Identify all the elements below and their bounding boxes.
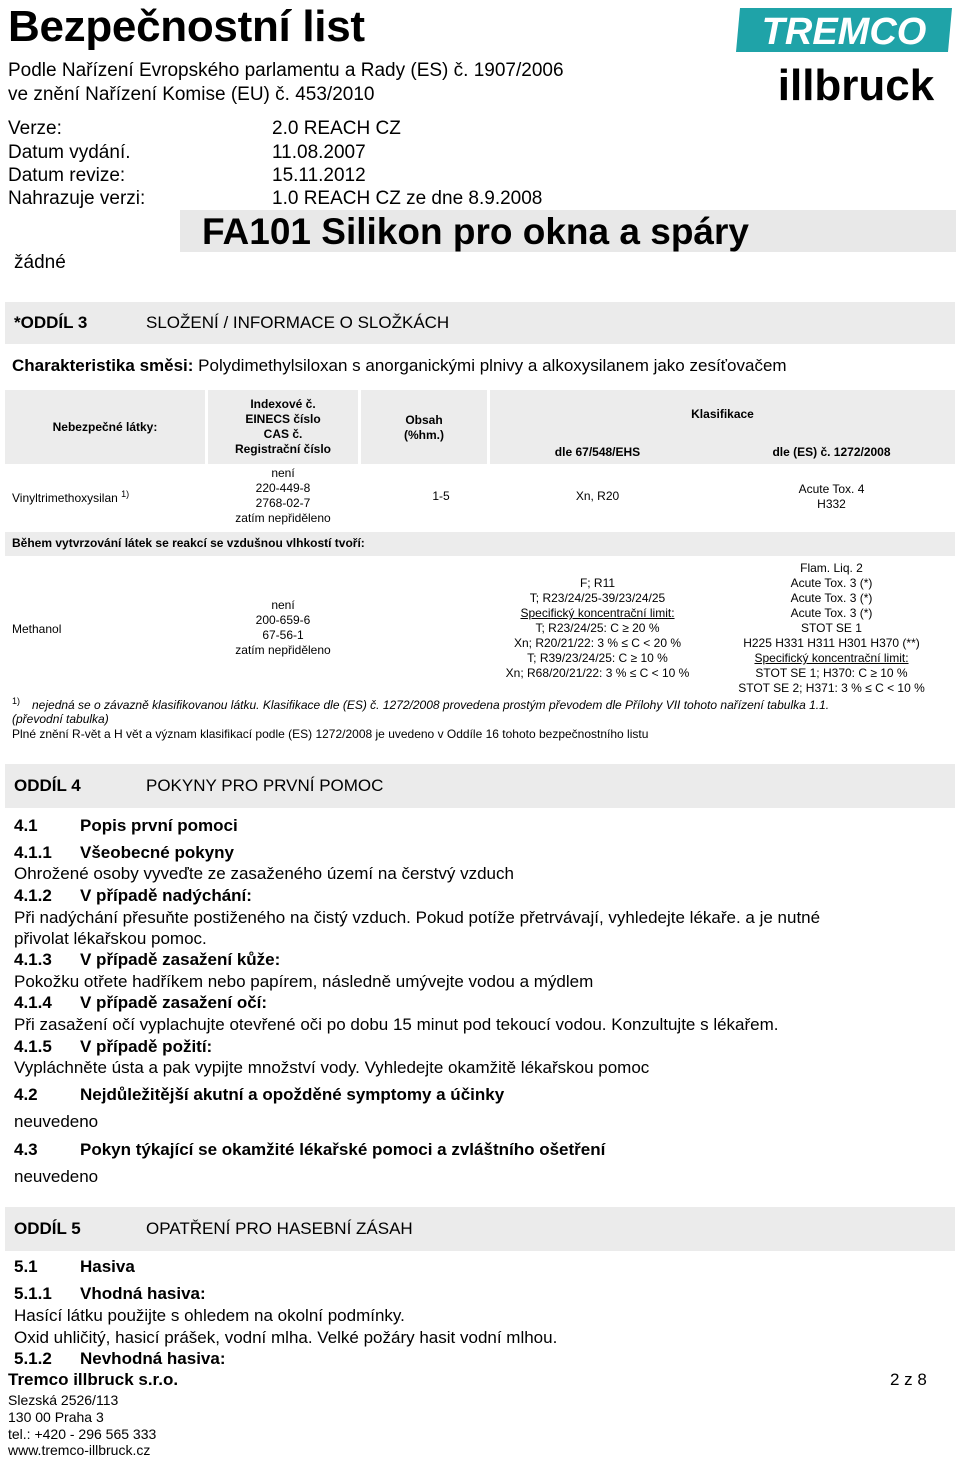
s51-title: Hasiva	[80, 1257, 135, 1276]
s413-title: V případě zasažení kůže:	[80, 950, 281, 969]
methanol-class-clp: Flam. Liq. 2 Acute Tox. 3 (*) Acute Tox. 3 (*) Acute Tox. 3 (*) STOT SE 1 H225 H331 H311 H301 H370 (**) Specifický koncentrační limit: STOT SE 1; H370: C ≥ 10 % STOT SE 2; H371: 3 % ≤ C < 10 %	[738, 561, 925, 695]
section-5-number: ODDÍL 5	[14, 1219, 81, 1238]
mixture-characteristics	[12, 356, 787, 376]
s42-num: 4.2	[14, 1085, 38, 1104]
s43-title: Pokyn týkající se okamžité lékařské pomoci a zvláštního ošetření	[80, 1140, 606, 1159]
issue-date-value: 11.08.2007	[272, 142, 366, 163]
s41-num: 4.1	[14, 816, 38, 835]
s411-title: Všeobecné pokyny	[80, 843, 235, 862]
s412-num: 4.1.2	[14, 886, 52, 905]
methanol-class-dsd: F; R11 T; R23/24/25-39/23/24/25 Specifický koncentrační limit: T; R23/24/25: C ≥ 20 % Xn; R20/21/22: 3 % ≤ C < 20 % T; R39/23/24/25: C ≥ 10 % Xn; R68/20/21/22: 3 % ≤ C < 10 %	[505, 576, 690, 680]
footnote-marker: 1)	[12, 696, 21, 706]
product-name: FA101 Silikon pro okna a spáry	[202, 211, 749, 252]
replaces-label: Nahrazuje verzi:	[8, 188, 146, 209]
th-classification: Klasifikace	[691, 407, 754, 421]
s511-title: Vhodná hasiva:	[80, 1284, 206, 1303]
s415-title: V případě požití:	[80, 1037, 213, 1056]
methanol-ids: není 200-659-6 67-56-1 zatím nepřiděleno	[235, 598, 331, 657]
replaces-value: 1.0 REACH CZ ze dne 8.9.2008	[272, 188, 543, 209]
substance-content: 1-5	[432, 489, 450, 503]
s43-text: neuvedeno	[14, 1167, 99, 1186]
logo-text-tremco: TREMCO	[761, 11, 927, 53]
revision-date-value: 15.11.2012	[272, 165, 366, 186]
s415-num: 4.1.5	[14, 1037, 52, 1056]
regulation-line-2: ve znění Nařízení Komise (EU) č. 453/2010	[8, 84, 375, 105]
th-class-dsd: dle 67/548/EHS	[554, 445, 641, 459]
th-substances: Nebezpečné látky:	[52, 420, 158, 434]
s42-title: Nejdůležitější akutní a opožděné symptomy a účinky	[80, 1085, 505, 1104]
s41-title: Popis první pomoci	[80, 816, 238, 835]
s414-title: V případě zasažení očí:	[80, 993, 268, 1012]
s411-text: Ohrožené osoby vyveďte ze zasaženého území na čerstvý vzduch	[14, 864, 514, 883]
th-content: Obsah (%hm.)	[404, 413, 444, 442]
s512-title: Nevhodná hasiva:	[80, 1349, 226, 1368]
substance-class-dsd: Xn, R20	[575, 489, 620, 503]
s511-text-1: Hasící látku použijte s ohledem na okolní podmínky.	[14, 1306, 405, 1325]
footnote-text-1: nejedná se o závazně klasifikovanou látku. Klasifikace dle (ES) č. 1272/2008 provedena prostým převodem dle Přílohy VII tohoto nařízení tabulka 1.1.	[32, 698, 830, 712]
s413-text: Pokožku otřete hadříkem nebo papírem, následně umývejte vodou a mýdlem	[14, 972, 594, 991]
s413-num: 4.1.3	[14, 950, 52, 969]
s411-num: 4.1.1	[14, 843, 52, 862]
section-4-title: POKYNY PRO PRVNÍ POMOC	[146, 776, 384, 795]
s51-num: 5.1	[14, 1257, 38, 1276]
s42-text: neuvedeno	[14, 1112, 99, 1131]
hazard-note: žádné	[14, 252, 66, 273]
s412-text-1: Při nadýchání přesuňte postiženého na čistý vzduch. Pokud potíže přetrvávají, vyhledejte lékaře. a je nutné	[14, 908, 821, 927]
methanol-name: Methanol	[12, 622, 62, 636]
footer-street: Slezská 2526/113	[8, 1392, 119, 1408]
th-class-clp: dle (ES) č. 1272/2008	[772, 445, 891, 459]
document-title: Bezpečnostní list	[8, 2, 365, 51]
mixture-text: Polydimethylsiloxan s anorganickými plnivy a alkoxysilanem jako zesíťovačem	[193, 356, 787, 375]
s412-text-2: přivolat lékařskou pomoc.	[14, 929, 207, 948]
s414-num: 4.1.4	[14, 993, 52, 1012]
substance-ids: není 220-449-8 2768-02-7 zatím nepřiděleno	[235, 466, 331, 525]
mixture-label: Charakteristika směsi:	[12, 356, 194, 375]
s412-title: V případě nadýchání:	[80, 886, 252, 905]
footer-company: Tremco illbruck s.r.o.	[8, 1370, 179, 1389]
section-3-title: SLOŽENÍ / INFORMACE O SLOŽKÁCH	[146, 313, 450, 332]
s414-text: Při zasažení očí vyplachujte otevřené oči po dobu 15 minut pod tekoucí vodou. Konzultujte s lékařem.	[14, 1015, 779, 1034]
curing-note: Během vytvrzování látek se reakcí se vzdušnou vlhkostí tvoří:	[12, 536, 365, 550]
section-4-number: ODDÍL 4	[14, 776, 81, 795]
footer-website[interactable]: www.tremco-illbruck.cz	[8, 1442, 151, 1458]
footer-city: 130 00 Praha 3	[8, 1409, 104, 1425]
s512-num: 5.1.2	[14, 1349, 52, 1368]
substance-name: Vinyltrimethoxysilan $^{1)}$	[12, 489, 130, 505]
s43-num: 4.3	[14, 1140, 38, 1159]
s511-num: 5.1.1	[14, 1284, 52, 1303]
s415-text: Vypláchněte ústa a pak vypijte množství vody. Vyhledejte okamžitě lékařskou pomoc	[14, 1058, 650, 1077]
version-label: Verze:	[8, 118, 62, 139]
regulation-line-1: Podle Nařízení Evropského parlamentu a Rady (ES) č. 1907/2006	[8, 60, 564, 81]
th-ids: Indexové č. EINECS číslo CAS č. Registrační číslo	[234, 397, 332, 456]
revision-date-label: Datum revize:	[8, 165, 126, 186]
version-value: 2.0 REACH CZ	[272, 118, 401, 139]
logo-text-illbruck: illbruck	[777, 61, 935, 108]
substance-class-clp: Acute Tox. 4 H332	[798, 482, 865, 511]
tremco-illbruck-logo	[736, 4, 956, 108]
footnote-text-2: (převodní tabulka)	[12, 712, 109, 726]
footer-phone: tel.: +420 - 296 565 333	[8, 1426, 157, 1442]
page-number: 2 z 8	[890, 1370, 927, 1389]
s511-text-2: Oxid uhličitý, hasicí prášek, vodní mlha. Velké požáry hasit vodní mlhou.	[14, 1328, 558, 1347]
footnote-text-3: Plné znění R-vět a H vět a význam klasifikací podle (ES) 1272/2008 je uvedeno v Oddíle 16 tohoto bezpečnostního listu	[12, 727, 649, 741]
section-3-number: *ODDÍL 3	[14, 313, 88, 332]
issue-date-label: Datum vydání.	[8, 142, 131, 163]
section-5-title: OPATŘENÍ PRO HASEBNÍ ZÁSAH	[146, 1219, 413, 1238]
